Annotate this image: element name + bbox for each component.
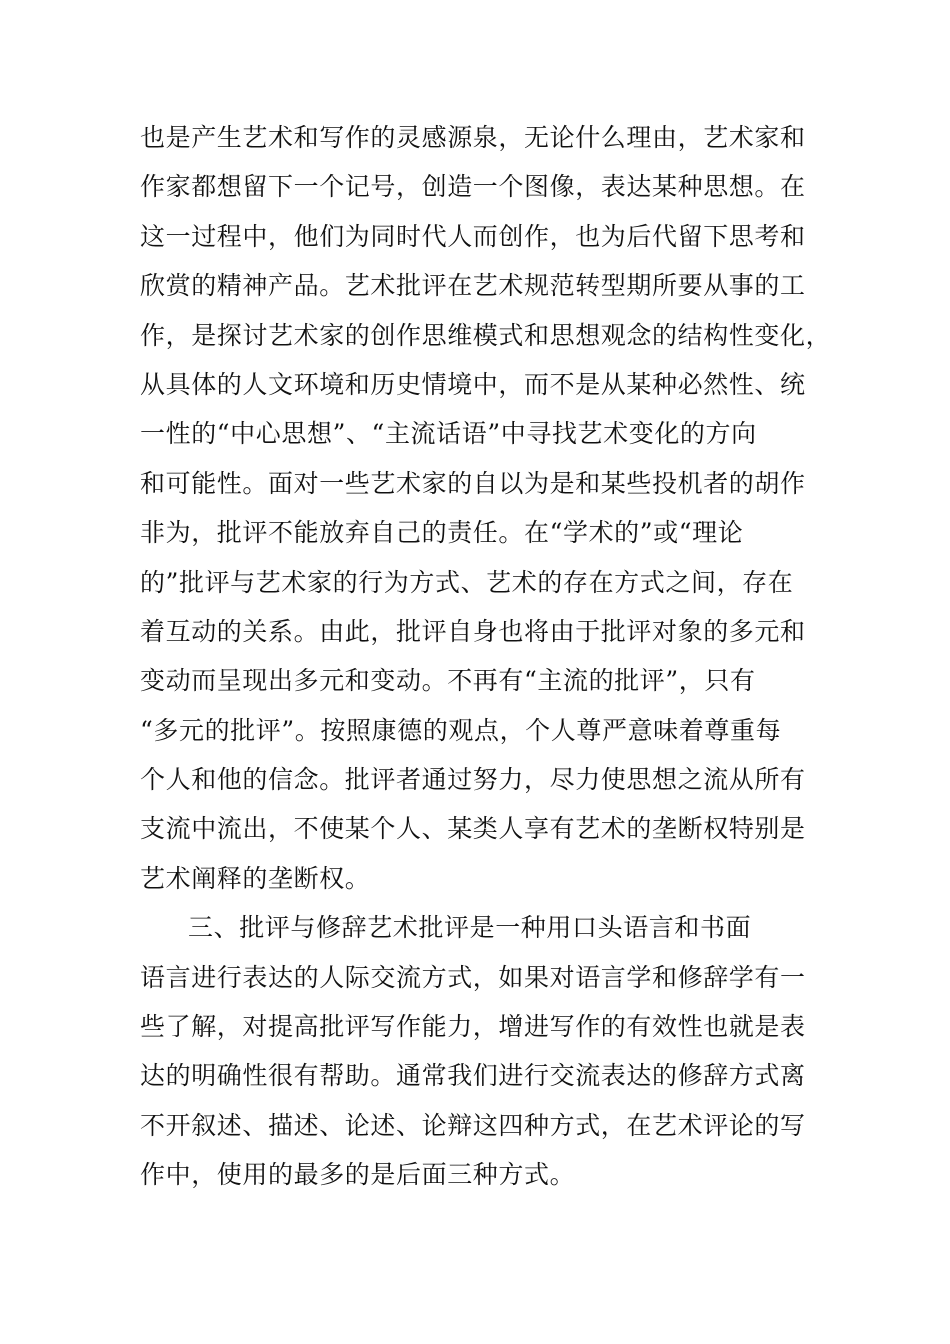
text-line: 支流中流出，不使某个人、某类人享有艺术的垄断权特别是 xyxy=(140,814,806,844)
text-line: 达的明确性很有帮助。通常我们进行交流表达的修辞方式离 xyxy=(140,1061,806,1091)
text-line: “多元的批评”。按照康德的观点，个人尊严意味着尊重每 xyxy=(140,715,782,745)
text-line: 非为，批评不能放弃自己的责任。在“学术的”或“理论 xyxy=(140,518,744,548)
text-line: 一性的“中心思想”、“主流话语”中寻找艺术变化的方向 xyxy=(140,419,757,449)
text-line: 个人和他的信念。批评者通过努力，尽力使思想之流从所有 xyxy=(140,765,806,795)
text-line: 些了解，对提高批评写作能力，增进写作的有效性也就是表 xyxy=(140,1012,806,1042)
text-line: 不开叙述、描述、论述、论辩这四种方式，在艺术评论的写 xyxy=(140,1110,806,1140)
text-line: 这一过程中，他们为同时代人而创作，也为后代留下思考和 xyxy=(140,221,806,251)
text-line: 变动而呈现出多元和变动。不再有“主流的批评”，只有 xyxy=(140,666,756,696)
body-text xyxy=(140,113,832,1200)
text-line: 欣赏的精神产品。艺术批评在艺术规范转型期所要从事的工 xyxy=(140,271,806,301)
text-line: 作，是探讨艺术家的创作思维模式和思想观念的结构性变化， xyxy=(140,320,832,350)
text-line: 作中，使用的最多的是后面三种方式。 xyxy=(140,1160,576,1190)
text-line: 和可能性。面对一些艺术家的自以为是和某些投机者的胡作 xyxy=(140,468,806,498)
text-line: 的”批评与艺术家的行为方式、艺术的存在方式之间，存在 xyxy=(140,567,794,597)
text-line: 作家都想留下一个记号，创造一个图像，表达某种思想。在 xyxy=(140,172,806,202)
text-line: 语言进行表达的人际交流方式，如果对语言学和修辞学有一 xyxy=(140,962,806,992)
text-line: 艺术阐释的垄断权。 xyxy=(140,863,371,893)
text-line: 从具体的人文环境和历史情境中，而不是从某种必然性、统 xyxy=(140,369,806,399)
text-line: 也是产生艺术和写作的灵感源泉，无论什么理由，艺术家和 xyxy=(140,123,806,152)
section-heading-line: 三、批评与修辞艺术批评是一种用口头语言和书面 xyxy=(188,913,752,943)
text-line: 着互动的关系。由此，批评自身也将由于批评对象的多元和 xyxy=(140,616,806,646)
